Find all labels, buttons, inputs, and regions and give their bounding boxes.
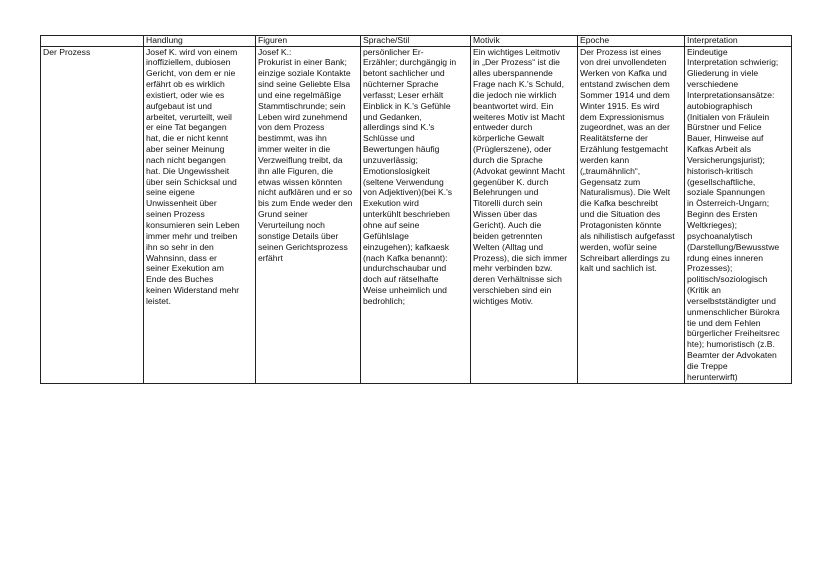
cell-title: Der Prozess [41,46,144,383]
header-interpretation: Interpretation [685,36,792,47]
header-motivik: Motivik [471,36,578,47]
cell-sprache-stil: persönlicher Er- Erzähler; durchgängig in betont sachlicher und nüchterner Sprache verfasst; Leser erhält Einblick in K.'s Gefühle und Gedanken, allerdings sind K.'s Schlüsse und Bewertungen häufig unzuverlässig; Emotionslosigkeit (seltene Verwendung von Adjektiven)(bei K.'s Exekution wird unterkühlt beschrieben ohne auf seine Gefühlslage einzugehen); kafkaesk (nach Kafka benannt): undurchschaubar und doch auf rätselhafte Weise unheimlich und bedrohlich; [361,46,471,383]
cell-figuren: Josef K.: Prokurist in einer Bank; einzige soziale Kontakte sind seine Geliebte Elsa und eine regelmäßige Stammtischrunde; sein Leben wird zunehmend von dem Prozess bestimmt, was ihn immer weiter in die Verzweiflung treibt, da ihn alle Figuren, die etwas wissen könnten nicht aufklären und er so bis zum Ende weder den Grund seiner Verurteilung noch sonstige Details über seinen Gerichtsprozess erfährt [256,46,361,383]
cell-handlung: Josef K. wird von einem inoffiziellem, dubiosen Gericht, von dem er nie erfährt ob es wirklich existiert, oder wie es aufgebaut ist und arbeitet, verurteilt, weil er eine Tat begangen hat, die er nicht kennt aber seiner Meinung nach nicht begangen hat. Die Ungewissheit über sein Schicksal und seine eigene Unwissenheit über seinen Prozess konsumieren sein Leben immer mehr und treiben ihn so sehr in den Wahnsinn, dass er seiner Exekution am Ende des Buches keinen Widerstand mehr leistet. [144,46,256,383]
header-figuren: Figuren [256,36,361,47]
table-header-row [41,36,792,47]
header-empty [41,36,144,47]
literature-analysis-table [40,35,792,384]
header-epoche: Epoche [578,36,685,47]
header-sprache-stil: Sprache/Stil [361,36,471,47]
cell-epoche: Der Prozess ist eines von drei unvollendeten Werken von Kafka und entstand zwischen dem Sommer 1914 und dem Winter 1915. Es wird dem Expressionismus zugeordnet, was an der Realitätsferne der Erzählung festgemacht werden kann („traumähnlich“, Gegensatz zum Naturalismus). Die Welt die Kafka beschreibt und die Situation des Protagonisten könnte als nihilistisch aufgefasst werden, wofür seine Schreibart allerdings zu kalt und sachlich ist. [578,46,685,383]
header-handlung: Handlung [144,36,256,47]
cell-interpretation: Eindeutige Interpretation schwierig; Gliederung in viele verschiedene Interpretationsansätze: autobiographisch (Initialen von Fräulein Bürstner und Felice Bauer, Hinweise auf Kafkas Arbeit als Versicherungsjurist); historisch-kritisch (gesellschaftliche, soziale Spannungen in Österreich-Ungarn; Beginn des Ersten Weltkrieges); psychoanalytisch (Darstellung/Bewusstwe rdung eines inneren Prozesses); politisch/soziologisch (Kritik an verselbstständigter und unmenschlicher Bürokra tie und dem Fehlen bürgerlicher Freiheitsrec hte); humoristisch (z.B. Beamter der Advokaten die Treppe herunterwirft) [685,46,792,383]
table-row [41,46,792,383]
cell-motivik: Ein wichtiges Leitmotiv in „Der Prozess“ ist die alles uberspannende Frage nach K.'s Schuld, die jedoch nie wirklich beantwortet wird. Ein weiteres Motiv ist Macht entweder durch körperliche Gewalt (Prüglerszene), oder durch die Sprache (Advokat gewinnt Macht gegenüber K. durch Belehrungen und Titorelli durch sein Wissen über das Gericht). Auch die beiden getrennten Welten (Alltag und Prozess), die sich immer mehr verbinden bzw. deren Verhältnisse sich verschieben sind ein wichtiges Motiv. [471,46,578,383]
